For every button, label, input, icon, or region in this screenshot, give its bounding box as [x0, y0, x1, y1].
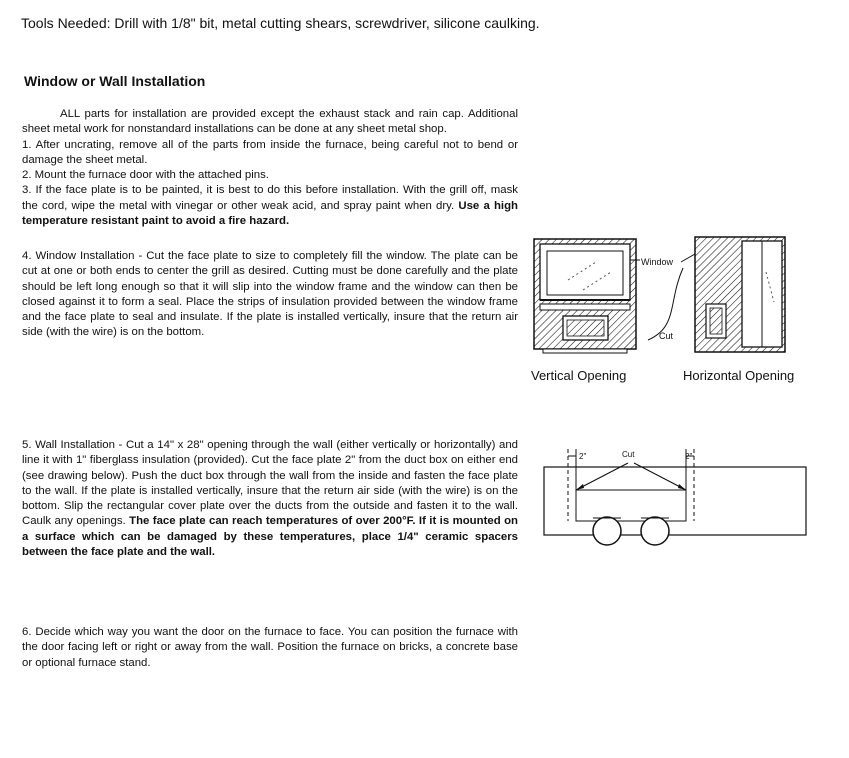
step-3-text: 3. If the face plate is to be painted, it is best to do this before installation. With the grill off, mask the cord, wipe the metal with vinegar or other weak acid, and spray paint when dry. [22, 184, 518, 212]
horizontal-opening-caption: Horizontal Opening [683, 368, 795, 383]
cut-label: Cut [622, 450, 635, 459]
instructions-block-1 [22, 107, 518, 229]
cut-pointer [648, 268, 683, 340]
step-6-text: 6. Decide which way you want the door on the furnace to face. You can position the furnace with the door facing left or right or away from the wall. Position the furnace on bricks, a concrete base or optional furnace stand. [22, 626, 518, 669]
step-3 [22, 183, 518, 229]
window-label: Window [641, 257, 674, 267]
window-installation-figure [528, 232, 818, 392]
cut-label: Cut [659, 331, 674, 341]
step-5-text: 5. Wall Installation - Cut a 14" x 28" opening through the wall (either vertically or horizontally) and line it with 1" fiberglass insulation (provided). Cut the face plate 2" from the duct box on either end (see drawing below). Push the duct box through the wall from the inside and fasten the face plate to the wall. If the plate is installed vertically, insure that the return air side (with the wire) is on the bottom. Slip the rectangular cover plate over the ducts from the outside and fasten it to the wall. Caulk any openings. [22, 439, 518, 528]
vertical-opening-caption: Vertical Opening [531, 368, 627, 383]
step-3-warning: Use a high temperature resistant paint to avoid a fire hazard. [22, 199, 518, 228]
section-heading: Window or Wall Installation [24, 73, 206, 89]
duct-right [641, 517, 669, 545]
duct-left [593, 517, 621, 545]
window-pointer-right [681, 254, 695, 262]
step-4-text: 4. Window Installation - Cut the face plate to size to completely fill the window. The plate can be cut at one or both ends to center the grill as desired. Cutting must be done carefully and the plate should be left long enough so that it will slip into the window frame and the window can then be closed against it to form a seal. Place the strips of insulation provided between the window frame and the face plate to seal and insulate. If the plate is installed vertically, insure that the return air side (with the wire) is on the bottom. [22, 250, 518, 339]
intro-paragraph: ALL parts for installation are provided except the exhaust stack and rain cap. Additional sheet metal work for nonstandard installations can be done at any sheet metal shop. [22, 108, 518, 136]
duct-box [576, 490, 686, 521]
face-plate-outline [544, 467, 806, 535]
step-2: 2. Mount the furnace door with the attached pins. [22, 169, 269, 182]
step-4 [22, 249, 518, 341]
step-6 [22, 625, 518, 671]
tools-needed-line: Tools Needed: Drill with 1/8" bit, metal cutting shears, screwdriver, silicone caulking. [21, 15, 540, 31]
horizontal-opening-drawing [695, 237, 785, 352]
gap-label-right: 2" [685, 452, 693, 461]
vertical-opening-drawing [534, 239, 636, 353]
wall-installation-figure [538, 443, 810, 555]
step-5 [22, 438, 518, 560]
step-1: 1. After uncrating, remove all of the parts from inside the furnace, being careful not to bend or damage the sheet metal. [22, 138, 518, 166]
gap-label-left: 2" [579, 452, 587, 461]
step-5-warning: The face plate can reach temperatures of over 200°F. If it is mounted on a surface which can be damaged by these temperatures, place 1/4" ceramic spacers between the face plate and the wall. [22, 515, 518, 559]
